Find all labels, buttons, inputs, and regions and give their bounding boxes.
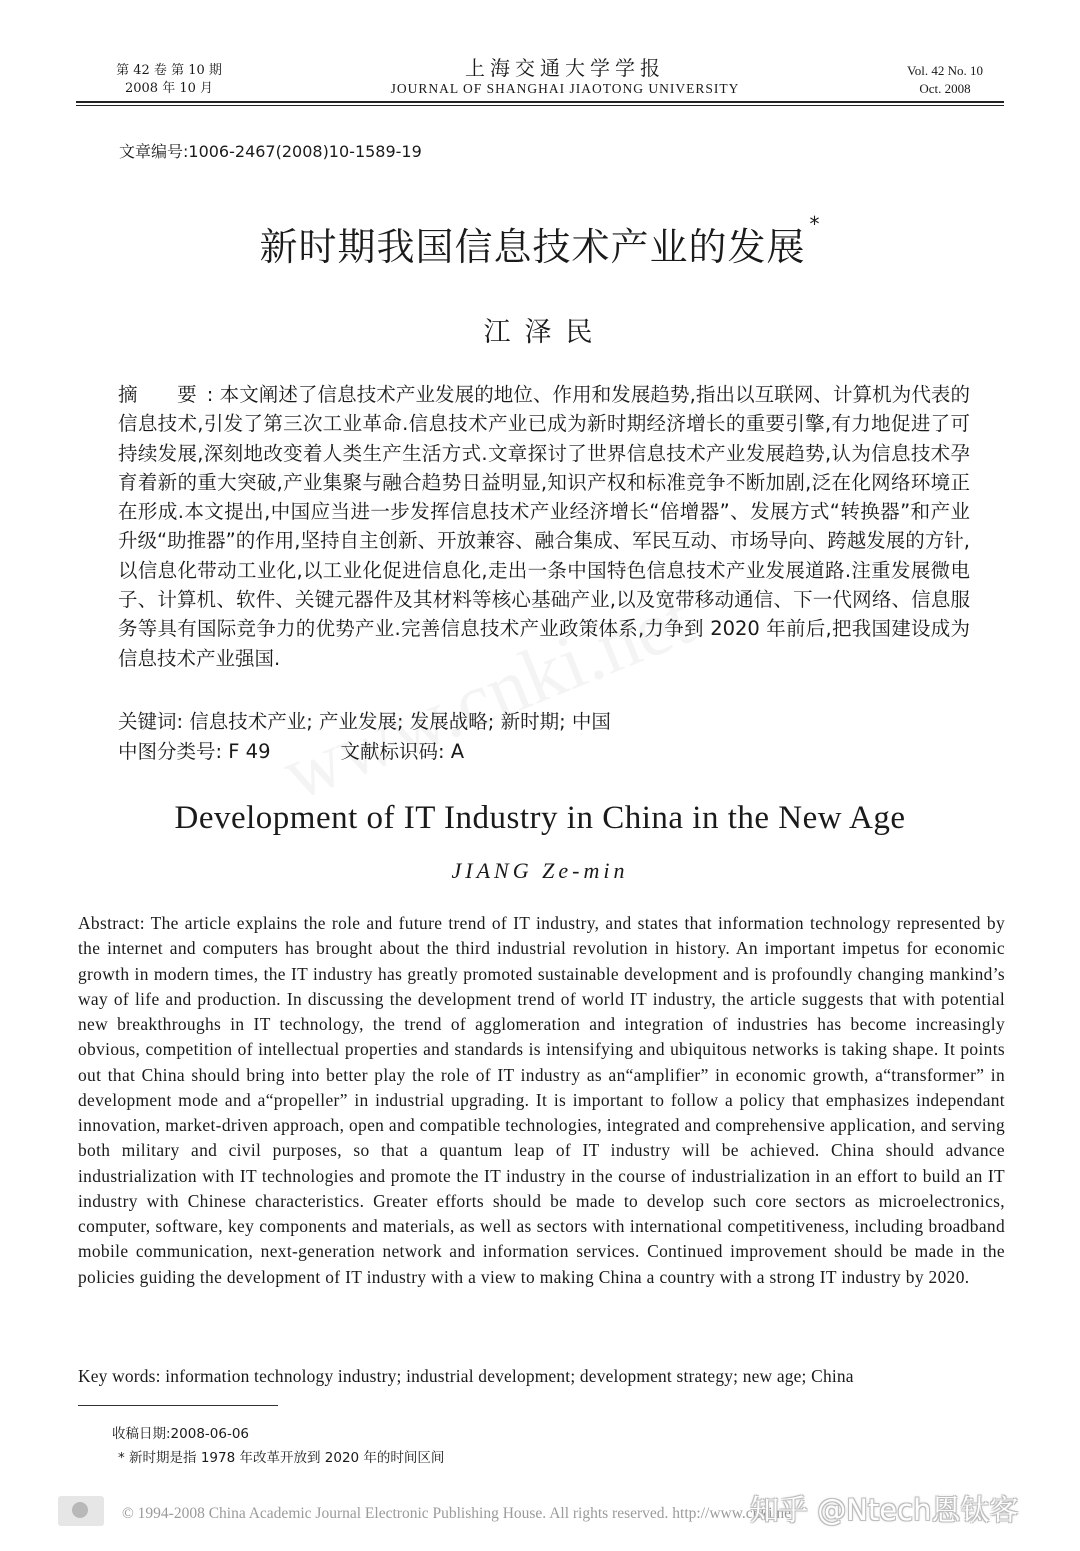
- footnote-new-age-note: * 新时期是指 1978 年改革开放到 2020 年的时间区间: [118, 1450, 445, 1466]
- journal-name: [330, 56, 800, 98]
- date-cn: 2008 年 10 月: [124, 81, 214, 96]
- issue-info-cn: [104, 62, 234, 98]
- keywords-cn: 关键词: 信息技术产业; 产业发展; 发展战略; 新时期; 中国: [118, 710, 611, 733]
- footnote-received-date: 收稿日期:2008-06-06: [112, 1426, 250, 1442]
- title-en: Development of IT Industry in China in the New Age: [174, 800, 906, 836]
- abstract-cn-text: : 本文阐述了信息技术产业发展的地位、作用和发展趋势,指出以互联网、计算机为代表的信息技术,引发了第三次工业革命.信息技术产业已成为新时期经济增长的重要引擎,有力地促进了可持续发展,深刻地改变着人类生产生活方式.文章探讨了世界信息技术产业发展趋势,认为信息技术孕育着新的重大突破,产业集聚与融合趋势日益明显,知识产权和标准竞争不断加剧,泛在化网络环境正在形成.本文提出,中国应当进一步发挥信息技术产业经济增长“倍增器”、发展方式“转换器”和产业升级“助推器”的作用,坚持自主创新、开放兼容、融合集成、军民互动、市场导向、跨越发展的方针,以信息化带动工业化,以工业化促进信息化,走出一条中国特色信息技术产业发展道路.注重发展微电子、计算机、软件、关键元器件及其材料等核心基础产业,以及宽带移动通信、下一代网络、信息服务等具有国际竞争力的优势产业.完善信息技术产业政策体系,力争到 2020 年前后,把我国建设成为信息技术产业强国.: [118, 383, 970, 670]
- author-en: JIANG Ze-min: [451, 858, 629, 883]
- abstract-cn-label: 摘 要: [118, 383, 207, 406]
- title-cn: [0, 212, 1080, 271]
- abstract-en: Abstract: The article explains the role and future trend of IT industry, and states that information technology represented by the internet and computers has brought about the third industrial revolution in history. An important impetus for economic growth in modern times, the IT industry has greatly promoted sustainable development and is profoundly changing mankind’s way of life and production. In discussing the development trend of world IT industry, the article suggests that with potential new breakthroughs in IT technology, the trend of agglomeration and integration of industries has become increasingly obvious, competition of intellectual properties and standards is intensifying and ubiquitous networks is taking shape. It points out that China should bring into better play the role of IT industry as an“amplifier” in economic growth, a“transformer” in development mode and a“propeller” in industrial upgrading. It is important to follow a policy that emphasizes independant innovation, market-driven approach, open and compatible technologies, integrated and comprehensive application, and serving both military and civil purposes, so that a quantum leap of IT industry will be achieved. China should advance industrialization with IT technologies and promote the IT industry in the course of industrialization in an effort to build an IT industry with Chinese characteristics. Greater efforts should be made to develop such core sectors as microelectronics, computer, software, key components and materials, as well as sectors with international competitiveness, including broadband mobile communication, next-generation network and information services. Continued improvement should be made in the policies guiding the development of IT industry with a view to making China a country with a strong IT industry by 2020.: [78, 913, 1005, 1287]
- title-cn-text: 新时期我国信息技术产业的发展: [259, 225, 806, 269]
- classification-cn: 中图分类号: F 49: [118, 740, 271, 763]
- journal-name-en: JOURNAL OF SHANGHAI JIAOTONG UNIVERSITY: [390, 81, 740, 96]
- header-rule-thick: [76, 101, 1004, 103]
- zhihu-watermark: 知乎 @Ntech恩钛客: [750, 1493, 1019, 1527]
- copyright-notice: © 1994-2008 China Academic Journal Electronic Publishing House. All rights reserved. http://www.cnki.net: [122, 1505, 796, 1522]
- cajeph-logo-icon: [58, 1496, 104, 1526]
- keywords-en: Key words: information technology industry; industrial development; development strategy; new age; China: [78, 1366, 854, 1386]
- volume-issue-en: Vol. 42 No. 10: [907, 63, 983, 78]
- date-en: Oct. 2008: [919, 81, 971, 96]
- volume-issue-cn: 第 42 卷 第 10 期: [116, 63, 222, 78]
- article-number: 文章编号:1006-2467(2008)10-1589-19: [119, 142, 422, 161]
- abstract-cn: [118, 380, 970, 673]
- classification-line-cn: [118, 738, 464, 766]
- author-cn: 江泽民: [483, 317, 607, 348]
- journal-name-cn: 上海交通大学学报: [465, 56, 665, 80]
- title-footnote-marker: *: [809, 212, 821, 236]
- footnote-rule: [78, 1405, 278, 1406]
- document-code-cn: 文献标识码: A: [340, 740, 465, 763]
- issue-info-en: [880, 62, 1010, 98]
- header-rule-thin: [76, 105, 1004, 106]
